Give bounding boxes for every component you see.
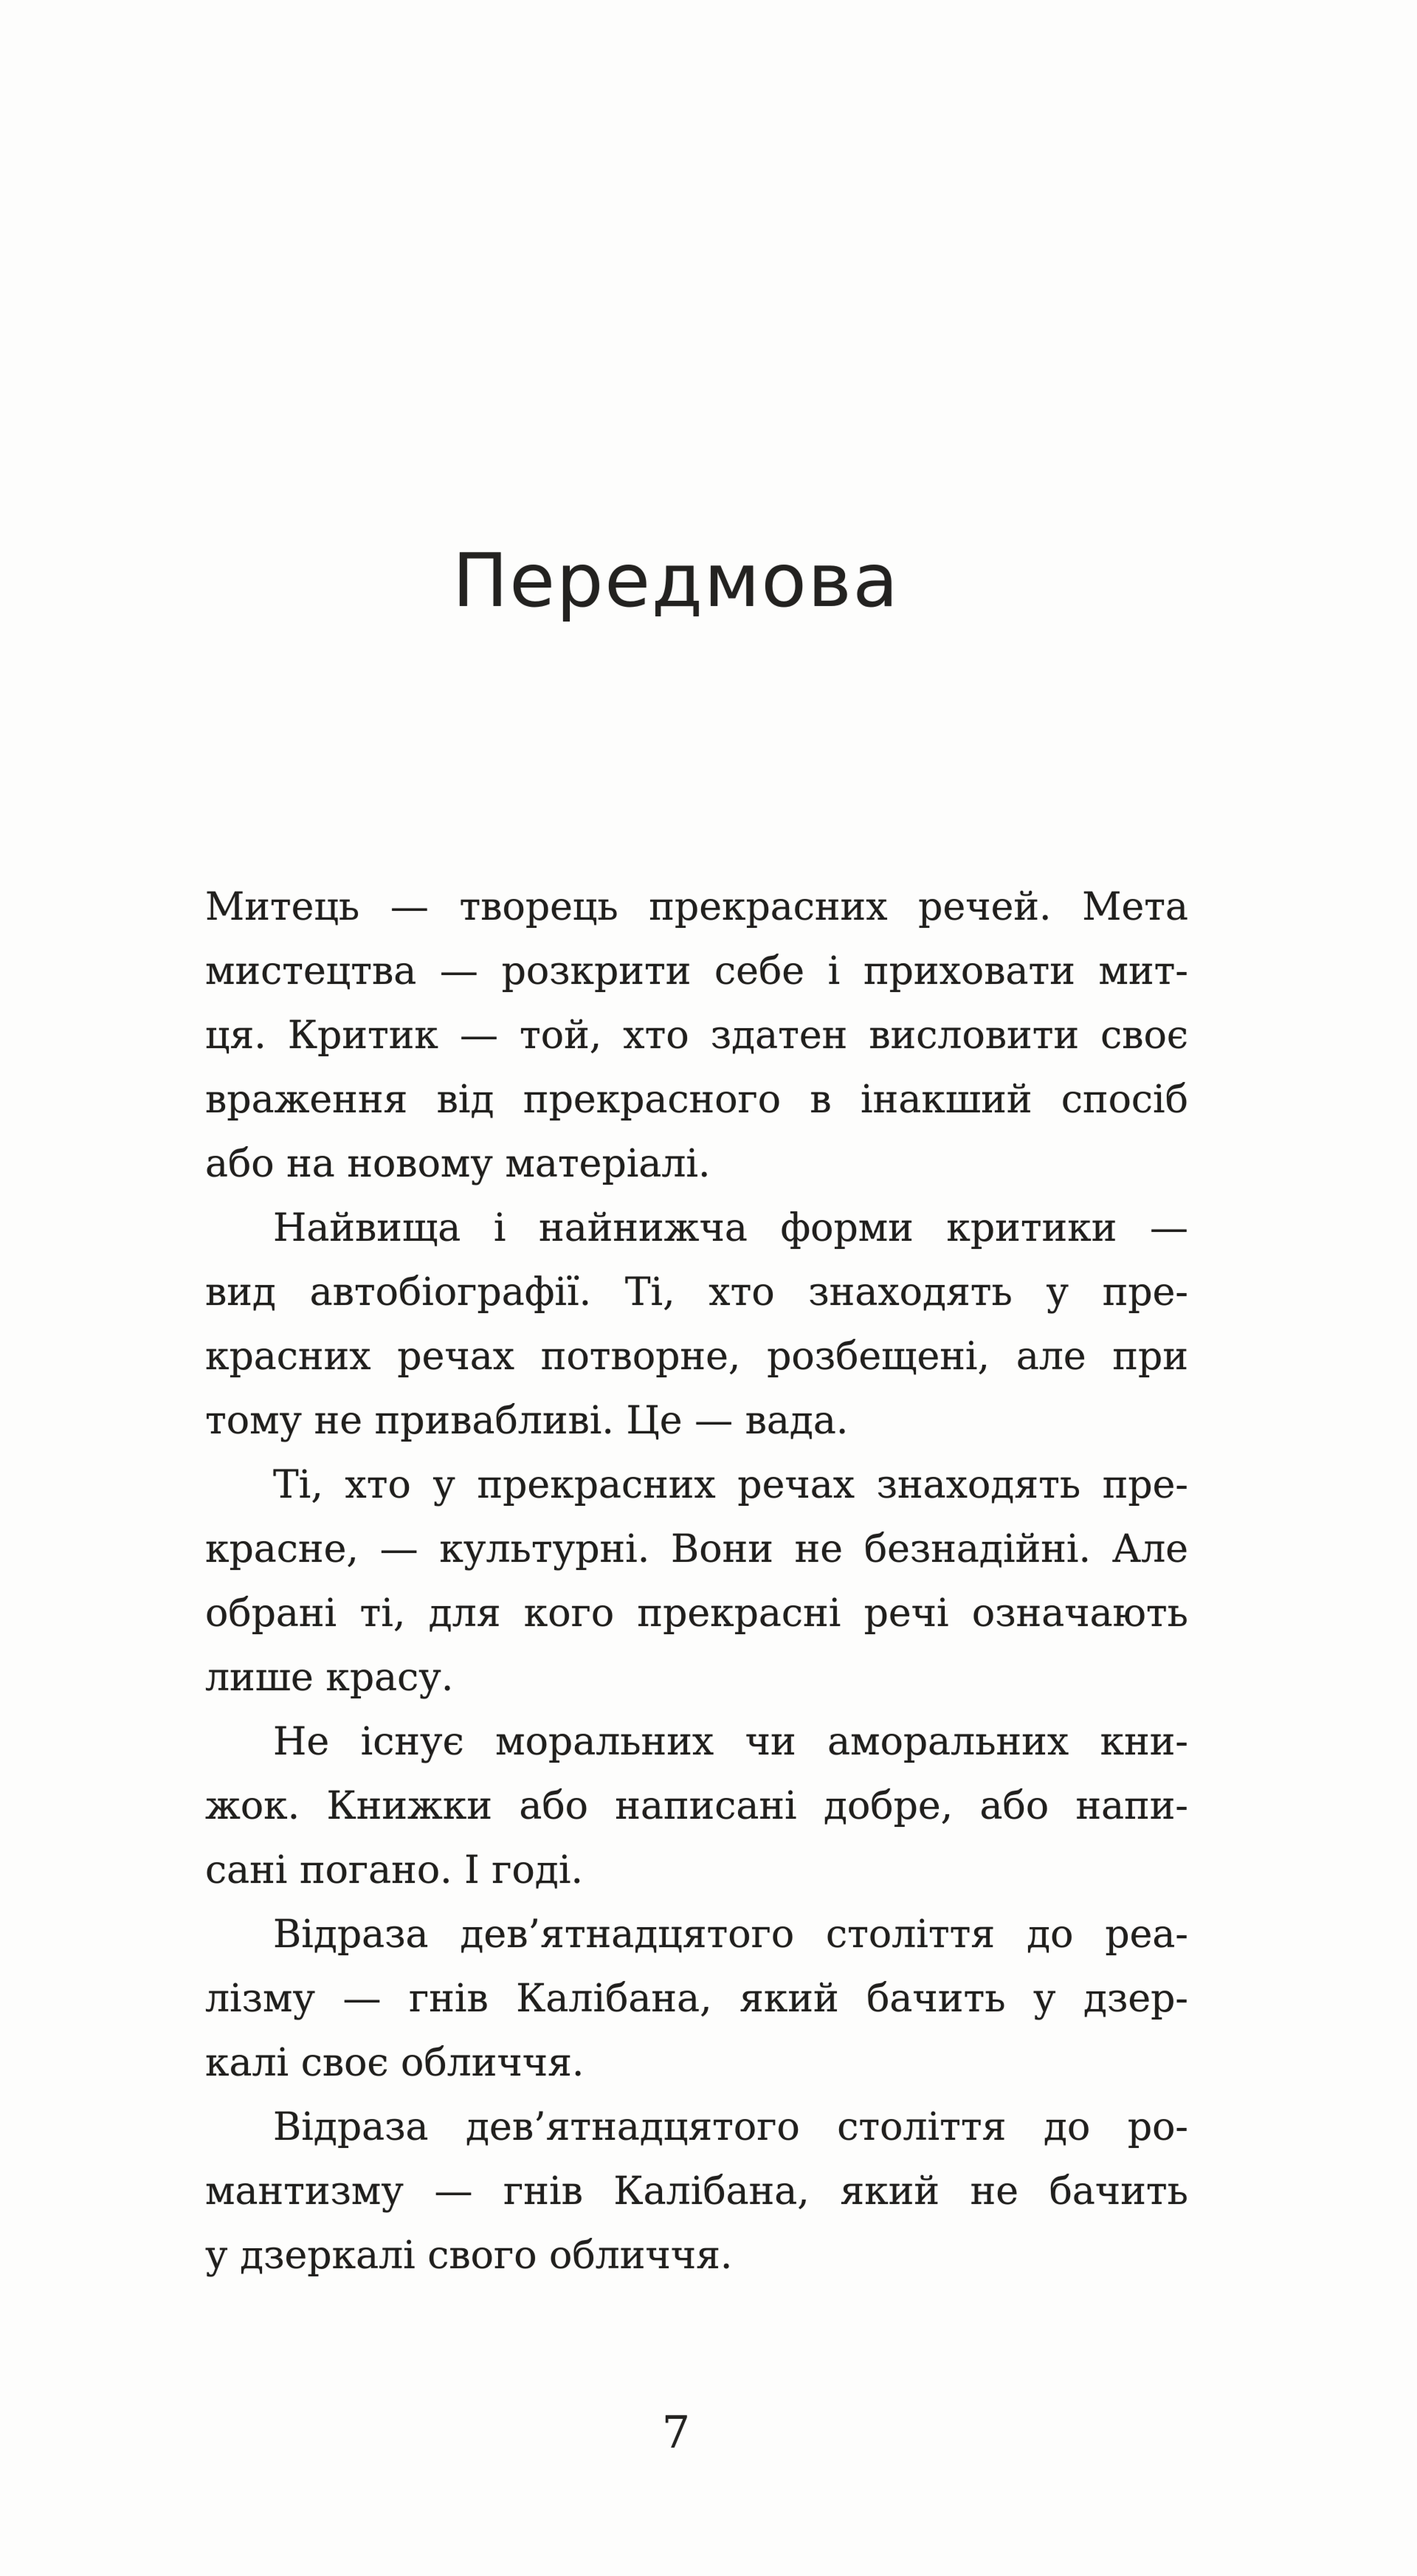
text-line: у дзеркалі свого обличчя. (205, 2234, 733, 2278)
text-line: красне, — культурні. Вони не безнадійні. Але (205, 1527, 1188, 1571)
text-line: Не існує моральних чи аморальних кни- (273, 1720, 1188, 1764)
text-line: Відраза дев’ятнадцятого століття до реа- (273, 1912, 1188, 1957)
text-line: калі своє обличчя. (205, 2041, 585, 2085)
text-line: ця. Критик — той, хто здатен висловити своє (205, 1013, 1188, 1058)
text-line: вид автобіографії. Ті, хто знаходять у пре- (205, 1270, 1188, 1315)
text-line: лізму — гнів Калібана, який бачить у дзер- (205, 1977, 1188, 2021)
paragraph-2 (205, 1196, 1188, 1453)
text-line: обрані ті, для кого прекрасні речі означають (205, 1591, 1188, 1636)
text-block (205, 875, 1188, 2288)
paragraph-5 (205, 1903, 1188, 2095)
paragraph-4 (205, 1710, 1188, 1903)
text-line: лише красу. (205, 1656, 454, 1700)
paragraph-1 (205, 875, 1188, 1196)
text-line: мантизму — гнів Калібана, який не бачить (205, 2169, 1188, 2214)
page-number: 7 (661, 2407, 691, 2459)
text-line: враження від прекрасного в інакший спосіб (205, 1078, 1188, 1122)
paragraph-3 (205, 1453, 1188, 1710)
text-line: Найвища і найнижча форми критики — (273, 1206, 1188, 1250)
text-line: тому не привабливі. Це — вада. (205, 1399, 849, 1443)
text-line: Ті, хто у прекрасних речах знаходять пре- (273, 1463, 1188, 1507)
text-line: Митець — творець прекрасних речей. Мета (205, 885, 1188, 929)
chapter-title: Передмова (452, 537, 900, 624)
text-line: або на новому матеріалі. (205, 1142, 711, 1186)
text-line: жок. Книжки або написані добре, або напи- (205, 1784, 1188, 1828)
text-line: сані погано. І годі. (205, 1848, 583, 1893)
paragraph-6 (205, 2095, 1188, 2288)
text-line: мистецтва — розкрити себе і приховати мит- (205, 949, 1188, 993)
text-line: красних речах потворне, розбещені, але при (205, 1335, 1188, 1379)
text-line: Відраза дев’ятнадцятого століття до ро- (273, 2105, 1188, 2149)
